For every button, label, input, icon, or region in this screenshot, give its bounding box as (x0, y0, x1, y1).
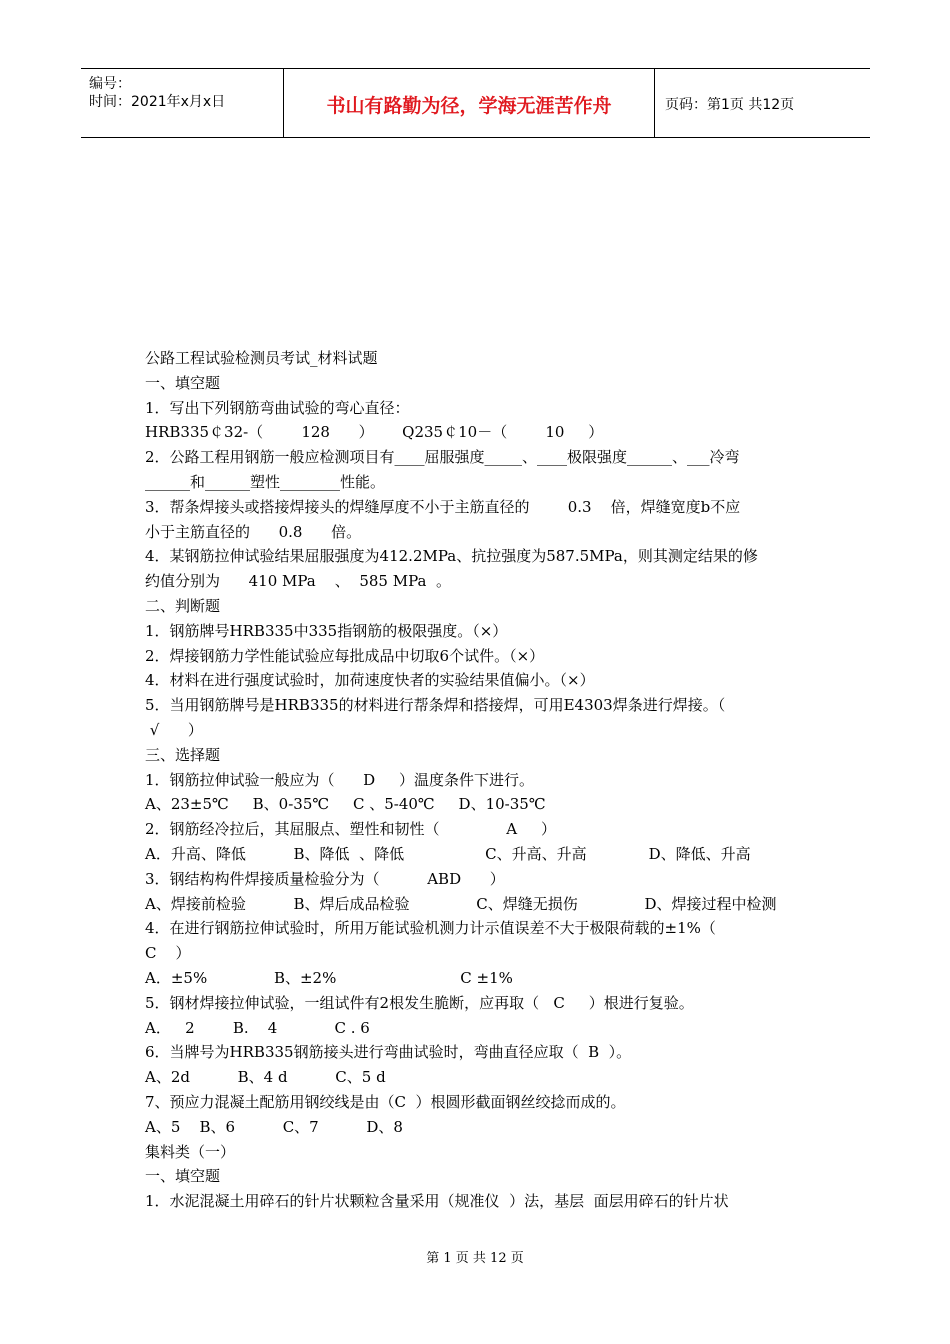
body-line: 小于主筋直径的 0.8 倍。 (145, 522, 362, 541)
document-time-label: 时间：2021年x月x日 (89, 94, 226, 110)
header-page-info: 页码：第1页 共12页 (665, 97, 795, 113)
body-line: 3．帮条焊接头或搭接焊接头的焊缝厚度不小于主筋直径的 0.3 倍，焊缝宽度b不应 (145, 497, 741, 516)
header-page-cell (655, 69, 870, 137)
body-line: 公路工程试验检测员考试_材料试题 (145, 349, 378, 367)
body-line: A、5 B、6 C、7 D、8 (145, 1117, 403, 1136)
body-line: 7、预应力混凝土配筋用钢绞线是由（C ）根圆形截面钢丝绞捻而成的。 (145, 1092, 626, 1111)
body-line: 约值分别为 410 MPa 、 585 MPa 。 (145, 572, 451, 591)
body-line: ______和______塑性________性能。 (145, 472, 386, 491)
body-line: HRB335￠32-（ 128 ） Q235￠10－（ 10 ） (145, 423, 604, 442)
body-line: A、2d B、4 d C、5 d (145, 1068, 386, 1087)
body-line: 1．写出下列钢筋弯曲试验的弯心直径： (145, 398, 410, 417)
body-line: 1．钢筋牌号HRB335中335指钢筋的极限强度。（×） (145, 621, 508, 640)
body-line: 2．钢筋经冷拉后，其屈服点、塑性和韧性（ A ） (145, 820, 556, 839)
document-number-label: 编号： (89, 76, 131, 92)
page-footer: 第 1 页 共 12 页 (426, 1251, 524, 1266)
body-line: 6．当牌号为HRB335钢筋接头进行弯曲试验时，弯曲直径应取（ B ）。 (145, 1043, 632, 1062)
body-line: A．±5% B、±2% C ±1% (145, 968, 513, 987)
body-line: √ ） (145, 720, 203, 739)
body-line: 集料类（一） (145, 1142, 236, 1161)
body-line: A．升高、降低 B、降低 、降低 C、升高、升高 D、降低、升高 (145, 844, 751, 863)
body-line: 5．当用钢筋牌号是HRB335的材料进行帮条焊和搭接焊，可用E4303焊条进行焊接。（ (145, 696, 726, 715)
body-line: 二、判断题 (145, 596, 221, 615)
body-line: 4．材料在进行强度试验时，加荷速度快者的实验结果值偏小。（×） (145, 671, 595, 690)
body-line: 3．钢结构构件焊接质量检验分为（ ABD ） (145, 869, 505, 888)
header-meta-cell (81, 69, 284, 137)
document-header (81, 68, 870, 138)
body-line: 5．钢材焊接拉伸试验，一组试件有2根发生脆断，应再取（ C ）根进行复验。 (145, 993, 694, 1012)
header-motto: 书山有路勤为径，学海无涯苦作舟 (326, 95, 612, 117)
body-line: A、23±5℃ B、0-35℃ C 、5-40℃ D、10-35℃ (145, 795, 546, 814)
body-line: 1．水泥混凝土用碎石的针片状颗粒含量采用（规准仪 ）法，基层 面层用碎石的针片状 (145, 1192, 729, 1211)
body-line: 三、选择题 (145, 745, 221, 764)
body-line: A、焊接前检验 B、焊后成品检验 C、焊缝无损伤 D、焊接过程中检测 (145, 894, 777, 913)
body-line: A． 2 B. 4 C . 6 (145, 1018, 370, 1037)
document-body (145, 346, 810, 1214)
body-line: 4．在进行钢筋拉伸试验时，所用万能试验机测力计示值误差不大于极限荷载的±1%（ (145, 919, 716, 938)
body-line: 2．公路工程用钢筋一般应检测项目有____屈服强度_____、____极限强度______、___冷弯 (145, 448, 740, 467)
header-motto-cell (284, 69, 655, 137)
body-line: 2．焊接钢筋力学性能试验应每批成品中切取6个试件。（×） (145, 646, 545, 665)
body-line: C ） (145, 944, 191, 963)
body-line: 4．某钢筋拉伸试验结果屈服强度为412.2MPa、抗拉强度为587.5MPa，则其测定结果的修 (145, 547, 758, 566)
body-line: 一、填空题 (145, 373, 221, 392)
body-line: 1．钢筋拉伸试验一般应为（ D ）温度条件下进行。 (145, 770, 535, 789)
body-line: 一、填空题 (145, 1167, 221, 1186)
